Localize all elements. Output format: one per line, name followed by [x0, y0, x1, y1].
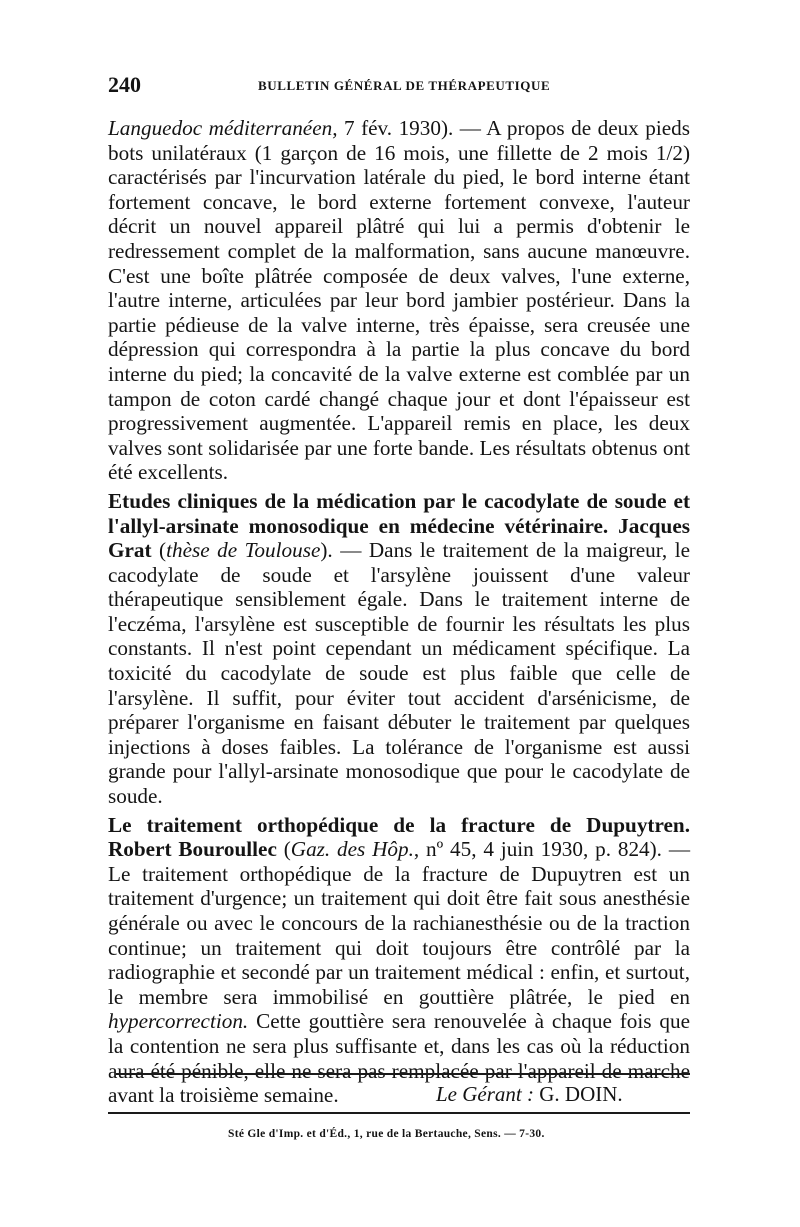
- divider: [116, 1073, 690, 1075]
- emphasized-term: hypercorrection.: [108, 1009, 249, 1034]
- punctuation: (: [151, 538, 167, 563]
- gerant-name: G. DOIN.: [534, 1082, 623, 1106]
- abstract-text: , nº 45, 4 juin 1930, p. 824). — Le traitement orthopédique de la fracture de Dupuytren est un traitement d'urgence; un traitement qui doit être fait sous anesthésie générale ou avec le concours de la rachianesthésie ou de la traction continue; un traitement qui doit toujours être contrôlé par la radiographie et secondé par un traitement médical : enfin, et surtout, le membre sera immobilisé en gouttière plâtrée, le pied en: [108, 837, 691, 1009]
- abstract-text: ). — Dans le traitement de la maigreur, le cacodylate de soude et l'arsylène jouissent d'une valeur thérapeutique sensiblement égale. Dans le traitement interne de l'eczéma, l'arsylène est susceptible de fournir les résultats les plus constants. Il n'est point cependant un médicament spécifique. La toxicité du cacodylate de soude est plus faible que celle de l'arsylène. Il suffit, pour éviter tout accident d'arsénicisme, de préparer l'organisme en faisant débuter le traitement par quelques injections à doses faibles. La tolérance de l'organisme est aussi grande pour l'allyl-arsinate monosodique que pour le cacodylate de soude.: [108, 538, 691, 809]
- abstract-paragraph: [108, 489, 690, 809]
- article-source: Languedoc méditerranéen,: [108, 116, 338, 140]
- abstract-paragraph: [108, 813, 690, 1108]
- page-number: 240: [108, 72, 141, 97]
- article-title: Etudes cliniques de la médication par le cacodylate de soude et l'allyl-arsinate monosodique en médecine vétérinaire. Jacques Grat: [108, 488, 690, 563]
- abstract-paragraph: [108, 116, 690, 485]
- gerant-line: [436, 1082, 623, 1107]
- article-source: thèse de Toulouse: [166, 538, 321, 563]
- punctuation: (: [276, 837, 291, 862]
- abstract-text: 7 fév. 1930). — A propos de deux pieds bots unilatéraux (1 garçon de 16 mois, une fillette de 2 mois 1/2) caractérisés par l'incurvation latérale du pied, le bord interne étant fortement concave, le bord externe fortement convexe, l'auteur décrit un nouvel appareil plâtré qui lui a permis d'obtenir le redressement complet de la malformation, sans aucune manœuvre. C'est une boîte plâtrée composée de deux valves, l'une externe, l'autre interne, articulées par leur bord jambier postérieur. Dans la partie pédieuse de la valve interne, très épaisse, sera creusée une dépression qui correspondra à la partie la plus concave du bord interne du pied; la concavité de la valve externe est comblée par un tampon de coton cardé changé chaque jour et dont l'épaisseur est progressivement augmentée. L'appareil remis en place, les deux valves sont solidarisée par une forte bande. Les résultats obtenus ont été excellents.: [108, 116, 690, 485]
- printer-imprint: Sté Gle d'Imp. et d'Éd., 1, rue de la Bertauche, Sens. — 7-30.: [228, 1128, 545, 1140]
- page-header: [108, 72, 698, 102]
- body-text: [108, 116, 690, 1108]
- running-title: BULLETIN GÉNÉRAL DE THÉRAPEUTIQUE: [258, 78, 551, 93]
- abstract-text: Cette gouttière sera renouvelée à chaque fois que la contention ne sera plus suffisante et, dans les cas où la réduction aura été pénible, elle ne sera pas remplacée par l'appareil de marche avant la troisième semaine.: [108, 1009, 690, 1108]
- article-source: Gaz. des Hôp.: [290, 837, 414, 862]
- divider: [108, 1112, 690, 1114]
- article-title: Le traitement orthopédique de la fracture de Dupuytren. Robert Bouroullec: [108, 812, 690, 862]
- gerant-label: Le Gérant :: [436, 1082, 534, 1106]
